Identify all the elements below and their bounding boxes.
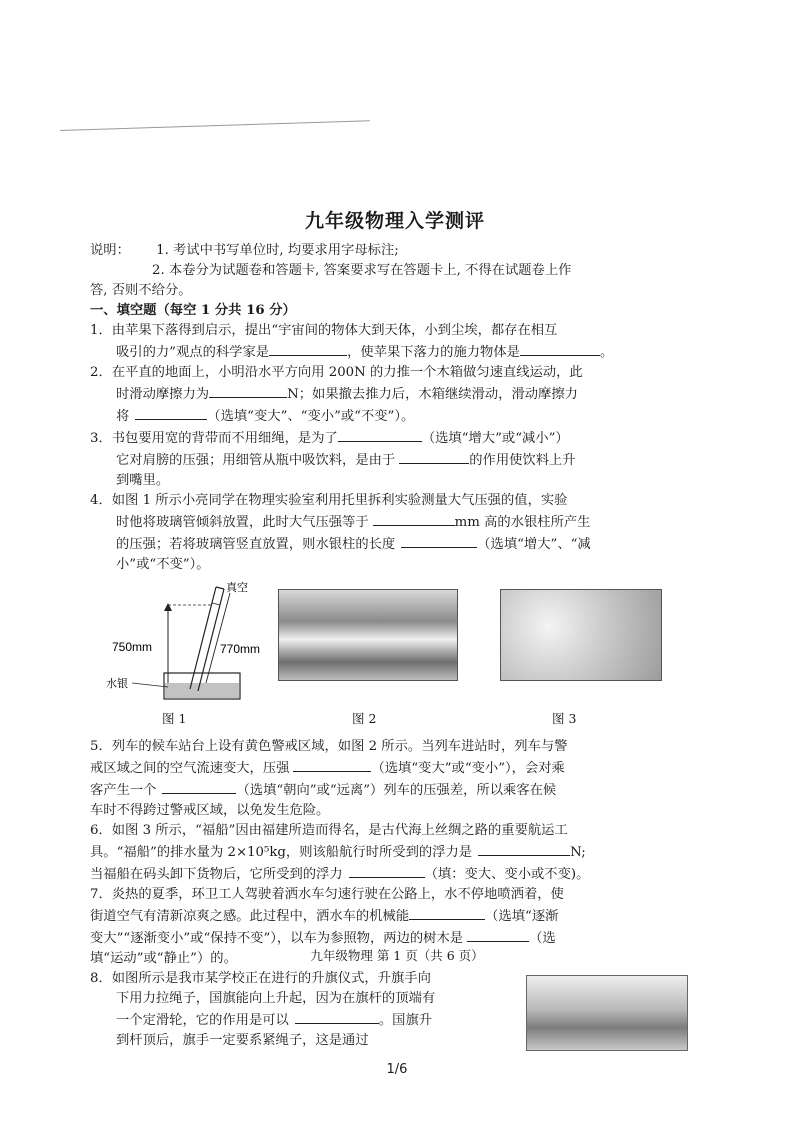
q3-line-b	[90, 449, 700, 471]
mercury-surface	[165, 683, 239, 698]
q8-blank-1[interactable]	[295, 1009, 379, 1024]
figure-caption-2: 图 2	[352, 711, 377, 726]
q2-line-c	[90, 405, 700, 427]
q2-line-a: 2．在平直的地面上，小明沿水平方向用 200N 的力推一个木箱做匀速直线运动，此	[90, 365, 583, 380]
q4-line-b	[90, 511, 700, 533]
q6-blank-1[interactable]	[478, 841, 570, 856]
scan-artifact-line	[60, 120, 370, 131]
q7-line-b	[90, 905, 700, 927]
instructions-text-1: 1. 考试中书写单位时, 均要求用字母标注;	[156, 243, 399, 258]
q7-text-c1: 变大”“逐渐变小”或“保持不变”），以车为参照物，两边的树木是	[90, 931, 464, 946]
q7-blank-1[interactable]	[409, 905, 485, 920]
arrow-head-top	[164, 603, 172, 611]
q3-line-c: 到嘴里。	[116, 473, 170, 488]
q3-text-a1: 3．书包要用宽的背带而不用细绳，是为了	[90, 431, 338, 446]
figure-caption-1: 图 1	[162, 711, 187, 726]
fuchuan-ship-photo	[500, 589, 662, 681]
q1-line-b	[90, 341, 700, 363]
q2-text-b2: N；如果撤去推力后，木箱继续滑动，滑动摩擦力	[287, 387, 578, 402]
q3-text-b1: 它对肩膀的压强；用细管从瓶中吸饮料，是由于	[116, 453, 396, 468]
q5-line-a: 5．列车的候车站台上设有黄色警戒区域，如图 2 所示。当列车进站时，列车与警	[90, 739, 568, 754]
q7-text-b2: （选填“逐渐	[485, 909, 559, 924]
instructions-line-2: 2. 本卷分为试题卷和答题卡, 答案要求写在答题卡上, 不得在试题卷上作	[152, 263, 572, 278]
train-platform-photo	[278, 589, 458, 681]
q7-text-c2: （选	[529, 931, 556, 946]
q6-text-b2: N;	[570, 845, 586, 860]
q2-blank-2[interactable]	[135, 405, 207, 420]
q6-text-b1: 具。“福船”的排水量为 2×10⁵kg，则该船航行时所受到的浮力是	[90, 845, 473, 860]
q5-text-b1: 戒区域之间的空气流速变大，压强	[90, 761, 290, 776]
q6-line-a: 6．如图 3 所示，“福船”因由福建所造而得名，是古代海上丝绸之路的重要航运工	[90, 823, 568, 838]
q1-text-b1: 吸引的力”观点的科学家是	[116, 345, 270, 360]
glass-tube	[190, 587, 224, 691]
q7-text-b1: 街道空气有清新凉爽之感。此过程中，洒水车的机械能	[90, 909, 410, 924]
q6-line-c	[90, 863, 700, 885]
q8-line-b: 下用力拉绳子，国旗能向上升起，因为在旗杆的顶端有	[116, 991, 436, 1006]
q8-text-c2: 。国旗升	[378, 1013, 433, 1028]
q8-text-c1: 一个定滑轮，它的作用是可以	[116, 1013, 289, 1028]
page-indicator: 1/6	[386, 1062, 408, 1077]
q3-blank-1[interactable]	[338, 427, 422, 442]
q4-line-c	[90, 533, 700, 555]
q8-block	[90, 969, 700, 1051]
q4-text-b1: 时他将玻璃管倾斜放置，此时大气压强等于	[116, 515, 369, 530]
instructions-line-1	[90, 241, 700, 261]
q3-text-b2: 的作用使饮料上升	[469, 453, 576, 468]
q4-text-c2: （选填“增大”、“减	[477, 537, 591, 552]
q1-line-a: 1．由苹果下落得到启示，提出“宇宙间的物体大到天体，小到尘埃，都存在相互	[90, 323, 558, 338]
figure-row	[90, 579, 700, 731]
section-title-fill-in: 一、填空题（每空 1 分共 16 分）	[90, 303, 296, 318]
q1-blank-2[interactable]	[520, 341, 600, 356]
q7-line-a: 7．炎热的夏季，环卫工人驾驶着洒水车匀速行驶在公路上，水不停地喷洒着，使	[90, 887, 564, 902]
label-mercury: 水银	[106, 678, 128, 690]
page-title: 九年级物理入学测评	[304, 210, 485, 232]
q5-text-c2: （选填“朝向”或“远离”）列车的压强差，所以乘客在候	[236, 783, 557, 798]
q1-blank-1[interactable]	[269, 341, 347, 356]
q3-blank-2[interactable]	[399, 449, 469, 464]
q5-blank-1[interactable]	[293, 757, 371, 772]
mercury-pointer	[132, 683, 168, 687]
q2-text-b1: 时滑动摩擦力为	[116, 387, 210, 402]
q8-line-d: 到杆顶后，旗手一定要系紧绳子，这是通过	[116, 1033, 369, 1048]
torricelli-diagram	[98, 579, 268, 703]
q6-text-c2: （填：变大、变小或不变)。	[424, 867, 590, 882]
q2-text-c1: 将	[116, 409, 130, 424]
q4-text-b2: mm 高的水银柱所产生	[454, 515, 591, 530]
q5-text-c1: 客产生一个	[90, 783, 157, 798]
q5-text-b2: （选填“变大”或“变小”），会对乘	[371, 761, 565, 776]
figure-caption-3: 图 3	[552, 711, 577, 726]
q8-line-a: 8．如图所示是我市某学校正在进行的升旗仪式，升旗手向	[90, 971, 431, 986]
q4-line-d: 小”或“不变”）。	[116, 557, 210, 572]
q5-line-d: 车时不得跨过警戒区域，以免发生危险。	[90, 803, 330, 818]
q6-blank-2[interactable]	[349, 863, 425, 878]
page-footer: 九年级物理 第 1 页（共 6 页）	[310, 948, 484, 963]
instructions-line-3: 答, 否则不给分。	[90, 283, 192, 298]
q5-line-c	[90, 779, 700, 801]
q6-line-b	[90, 841, 700, 863]
q4-blank-2[interactable]	[401, 533, 477, 548]
q8-text	[90, 969, 520, 1051]
q2-line-b	[90, 383, 700, 405]
q2-blank-1[interactable]	[209, 383, 287, 398]
q5-line-b	[90, 757, 700, 779]
q4-blank-1[interactable]	[373, 511, 455, 526]
label-vacuum: 真空	[226, 582, 248, 594]
q2-text-c2: （选填“变大”、“变小”或“不变”）。	[207, 409, 415, 424]
q5-blank-2[interactable]	[162, 779, 236, 794]
q4-line-a: 4．如图 1 所示小亮同学在物理实验室利用托里拆利实验测量大气压强的值，实验	[90, 493, 568, 508]
q7-line-d: 填“运动”或“静止”）的。	[90, 951, 237, 966]
label-750mm: 750mm	[112, 640, 153, 654]
q1-text-b3: 。	[599, 345, 614, 360]
q7-blank-2[interactable]	[467, 927, 529, 942]
q3-line-a	[90, 427, 700, 449]
q3-text-a2: （选填“增大”或“减小”）	[421, 431, 569, 446]
q1-text-b2: ，使苹果下落力的施力物体是	[347, 345, 520, 360]
q4-text-c1: 的压强；若将玻璃管竖直放置，则水银柱的长度	[116, 537, 396, 552]
q8-line-c	[90, 1009, 520, 1031]
length-arrow-770	[206, 593, 230, 683]
label-770mm: 770mm	[220, 642, 261, 656]
flag-raising-photo	[526, 975, 688, 1051]
q6-text-c1: 当福船在码头卸下货物后，它所受到的浮力	[90, 867, 343, 882]
exam-sheet	[90, 200, 700, 1051]
instructions-label: 说明：	[90, 243, 130, 258]
